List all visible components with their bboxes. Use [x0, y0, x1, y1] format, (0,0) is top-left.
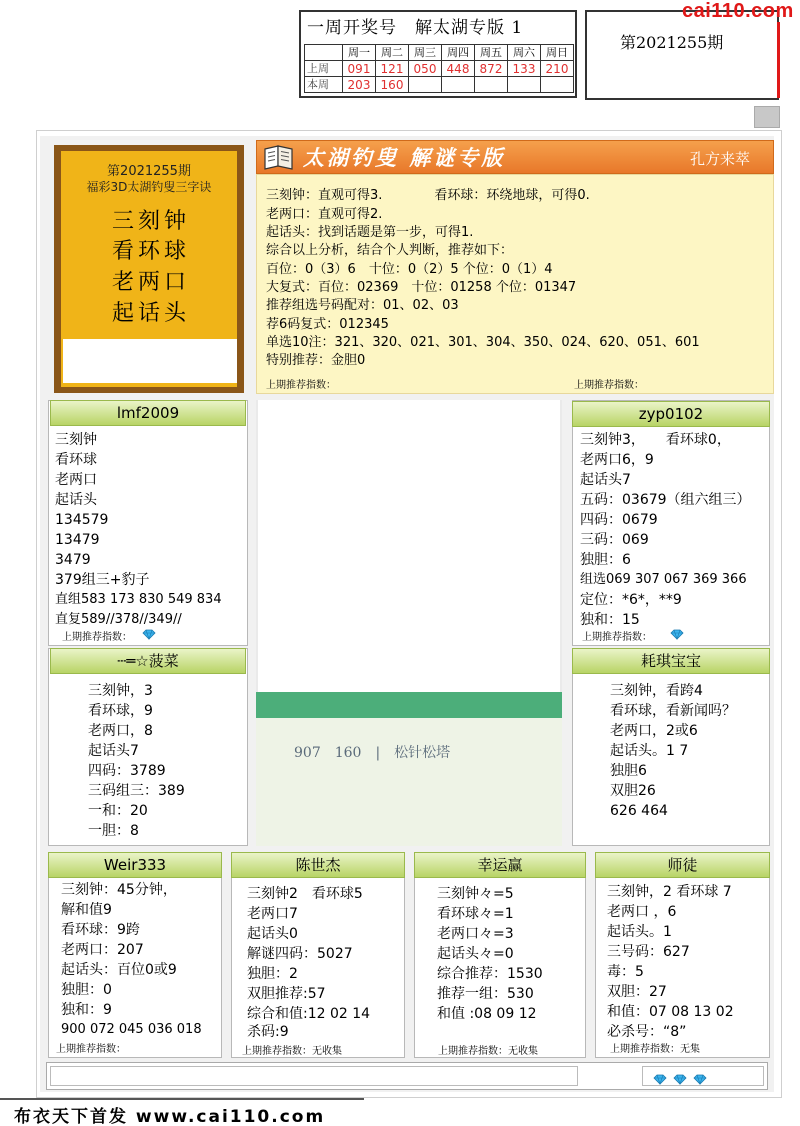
draw-number: 050 — [409, 61, 442, 77]
box-line: 和值：07 08 13 02 — [607, 1004, 734, 1020]
box-line: 独和：9 — [61, 1002, 112, 1018]
corner-block — [754, 106, 780, 128]
box-index: 上期推荐指数：无集 — [610, 1044, 700, 1055]
box-line: 三码：069 — [580, 532, 649, 548]
box-line: 三刻钟：45分钟， — [61, 882, 177, 898]
box-line: 900 072 045 036 018 — [61, 1022, 202, 1037]
book-icon — [262, 143, 296, 171]
box-line: 起话头7 — [580, 472, 631, 488]
diamond-icon — [653, 1070, 667, 1089]
draw-number: 203 — [343, 77, 376, 93]
xingyun-header: 幸运赢 — [414, 852, 586, 878]
box-line: 独和：15 — [580, 612, 640, 628]
draw-number — [475, 77, 508, 93]
box-line: 三码组三：389 — [88, 783, 185, 799]
footer-rating — [642, 1066, 764, 1086]
bocai-box — [48, 648, 248, 846]
haoqi-header: 耗琪宝宝 — [572, 648, 770, 674]
puzzle-line: 起话头：找到话题是第一步，可得1. — [266, 225, 474, 240]
box-line: 13479 — [55, 532, 100, 548]
site-logo[interactable]: cai110.com — [682, 0, 794, 22]
box-line: 看环球，9 — [88, 703, 153, 719]
diamond-icon — [693, 1070, 707, 1089]
box-line: 起话头 — [55, 492, 97, 508]
box-line: 三刻钟2 看环球5 — [247, 886, 363, 902]
center-blank — [258, 400, 560, 692]
weir333-header: Weir333 — [48, 852, 222, 878]
puzzle-line: 百位：0（3）6 十位：0（2）5 个位：0（1）4 — [266, 262, 553, 277]
draw-number: 210 — [541, 61, 574, 77]
box-line: 解和值9 — [61, 902, 112, 918]
box-line: 直复589//378//349// — [55, 612, 182, 627]
issue-number: 第2021255期 — [620, 33, 724, 52]
box-line: 三刻钟3， 看环球0， — [580, 432, 731, 448]
riddle-word: 三刻钟 — [112, 209, 191, 234]
yellow-card-issue: 第2021255期 — [107, 164, 191, 179]
puzzle-index-left: 上期推荐指数： — [266, 380, 336, 391]
box-line: 双胆推荐:57 — [247, 986, 326, 1002]
footer-credit: 布衣天下首发 www.cai110.com — [14, 1107, 326, 1126]
box-line: 独胆6 — [610, 763, 647, 779]
draw-number: 872 — [475, 61, 508, 77]
box-line: 老两口 — [55, 472, 97, 488]
footer-input-area — [50, 1066, 578, 1086]
box-line: 双胆26 — [610, 783, 656, 799]
box-line: 起话头0 — [247, 926, 298, 942]
box-line: 三刻钟 — [55, 432, 97, 448]
draw-number: 448 — [442, 61, 475, 77]
box-line: 定位：*6*，**9 — [580, 592, 682, 608]
last-week-row — [305, 61, 574, 77]
puzzle-line: 综合以上分析，结合个人判断，推荐如下： — [266, 243, 514, 258]
draw-grid — [304, 44, 574, 93]
accent-bar — [777, 22, 780, 98]
puzzle-line: 推荐组选号码配对：01、02、03 — [266, 298, 459, 313]
box-line: 三刻钟，3 — [88, 683, 153, 699]
draw-number: 091 — [343, 61, 376, 77]
day-label: 周一 — [343, 45, 376, 61]
yellow-card-subtitle: 福彩3D太湖钓叟三字诀 — [86, 180, 212, 194]
box-line: 一和：20 — [88, 803, 148, 819]
diamond-icon — [670, 629, 684, 640]
box-line: 独胆：2 — [247, 966, 298, 982]
chen-header: 陈世杰 — [231, 852, 405, 878]
weekly-draw-table — [299, 10, 577, 98]
box-index: 上期推荐指数：无收集 — [438, 1046, 538, 1057]
day-label: 周五 — [475, 45, 508, 61]
riddle-word: 起话头 — [112, 301, 191, 326]
riddle-word: 老两口 — [112, 270, 191, 295]
box-line: 独胆：6 — [580, 552, 631, 568]
box-index: 上期推荐指数：无收集 — [242, 1046, 342, 1057]
box-line: 134579 — [55, 512, 109, 528]
box-line: 一胆：8 — [88, 823, 139, 839]
puzzle-index-right: 上期推荐指数： — [574, 380, 644, 391]
box-line: 直组583 173 830 549 834 — [55, 592, 222, 607]
box-line: 三号码：627 — [607, 944, 690, 960]
draw-number — [541, 77, 574, 93]
diamond-icon — [673, 1070, 687, 1089]
box-line: 双胆：27 — [607, 984, 667, 1000]
lmf2009-header: lmf2009 — [50, 400, 246, 426]
box-line: 独胆：0 — [61, 982, 112, 998]
box-line: 379组三+豹子 — [55, 572, 150, 588]
box-line: 三刻钟々=5 — [437, 886, 514, 902]
center-note-area — [256, 718, 562, 846]
puzzle-line: 单选10注：321、320、021、301、304、350、024、620、051、601 — [266, 335, 700, 350]
box-line: 组选069 307 067 369 366 — [580, 572, 747, 587]
box-line: 3479 — [55, 552, 91, 568]
bocai-header: ┄═☆菠菜 — [50, 648, 246, 674]
zyp0102-header: zyp0102 — [572, 401, 770, 427]
box-index: 上期推荐指数： — [62, 632, 132, 643]
box-line: 三刻钟，看跨4 — [610, 683, 703, 699]
box-line: 和值 :08 09 12 — [437, 1006, 537, 1022]
box-line: 毒：5 — [607, 964, 644, 980]
box-line: 起话头：百位0或9 — [61, 962, 177, 978]
riddle-word: 看环球 — [112, 239, 191, 264]
puzzle-author: 孔方来萃 — [690, 150, 751, 168]
shitu-header: 师徒 — [595, 852, 770, 878]
draw-number — [409, 77, 442, 93]
box-line: 起话头7 — [88, 743, 139, 759]
puzzle-line: 大复式：百位：02369 十位：01258 个位：01347 — [266, 280, 577, 295]
box-line: 老两口：207 — [61, 942, 144, 958]
box-line: 看环球 — [55, 452, 97, 468]
box-line: 看环球々=1 — [437, 906, 514, 922]
weekly-draw-title: 一周开奖号 解太湖专版 1 — [307, 18, 524, 38]
center-note: 907 160 | 松针松塔 — [294, 745, 451, 761]
days-row — [305, 45, 574, 61]
yellow-card-blank — [63, 339, 237, 383]
draw-number: 133 — [508, 61, 541, 77]
box-line: 老两口，2或6 — [610, 723, 698, 739]
box-line: 起话头。1 — [607, 924, 672, 940]
day-label: 周日 — [541, 45, 574, 61]
issue-box — [585, 10, 779, 100]
box-line: 三刻钟，2 看环球 7 — [607, 884, 732, 900]
box-line: 看环球，看新闻吗？ — [610, 703, 736, 719]
box-line: 综合推荐：1530 — [437, 966, 543, 982]
box-line: 杀码:9 — [247, 1024, 289, 1040]
puzzle-line: 老两口：直观可得2. — [266, 207, 383, 222]
box-line: 四码：0679 — [580, 512, 658, 528]
last-week-label: 上周 — [305, 61, 343, 77]
box-line: 起话头。1 7 — [610, 743, 689, 759]
box-index: 上期推荐指数： — [582, 632, 652, 643]
box-line: 推荐一组：530 — [437, 986, 534, 1002]
box-line: 必杀号：“8” — [607, 1024, 687, 1040]
draw-number — [508, 77, 541, 93]
box-line: 626 464 — [610, 803, 668, 819]
puzzle-line: 特别推荐：金胆0 — [266, 353, 366, 368]
box-line: 四码：3789 — [88, 763, 166, 779]
box-line: 五码：03679（组六组三） — [580, 492, 751, 508]
draw-number — [442, 77, 475, 93]
box-line: 解谜四码：5027 — [247, 946, 353, 962]
box-line: 老两口，8 — [88, 723, 153, 739]
day-label: 周二 — [376, 45, 409, 61]
box-line: 综合和值:12 02 14 — [247, 1006, 371, 1022]
day-label: 周六 — [508, 45, 541, 61]
this-week-label: 本周 — [305, 77, 343, 93]
footer-divider — [0, 1098, 364, 1100]
draw-number: 121 — [376, 61, 409, 77]
box-line: 起话头々=0 — [437, 946, 514, 962]
box-line: 老两口 ，6 — [607, 904, 677, 920]
puzzle-title: 太湖钓叟 解谜专版 — [303, 145, 506, 170]
box-line: 老两口々=3 — [437, 926, 514, 942]
box-line: 老两口7 — [247, 906, 298, 922]
box-line: 看环球：9跨 — [61, 922, 140, 938]
box-index: 上期推荐指数： — [56, 1044, 126, 1055]
day-label: 周四 — [442, 45, 475, 61]
draw-number: 160 — [376, 77, 409, 93]
this-week-row — [305, 77, 574, 93]
box-line: 老两口6，9 — [580, 452, 654, 468]
day-label: 周三 — [409, 45, 442, 61]
puzzle-line: 荐6码复式：012345 — [266, 317, 389, 332]
diamond-icon — [142, 629, 156, 640]
center-green-bar — [256, 692, 562, 718]
puzzle-line: 三刻钟：直观可得3. 看环球：环绕地球，可得0. — [266, 188, 590, 203]
